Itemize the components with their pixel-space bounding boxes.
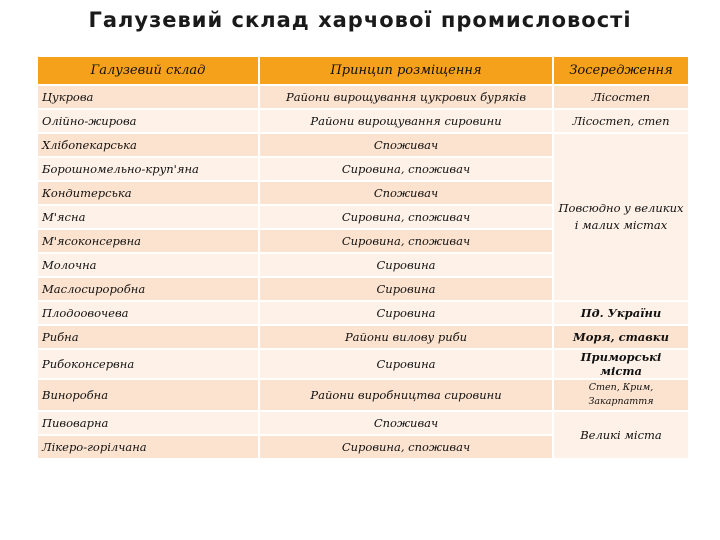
principle-cell: Сировина [259, 301, 553, 325]
table-row [37, 85, 689, 109]
branch-cell: Рибоконсервна [37, 349, 259, 379]
branch-cell: Олійно-жирова [37, 109, 259, 133]
branch-cell: Хлібопекарська [37, 133, 259, 157]
principle-cell: Райони вирощування сировини [259, 109, 553, 133]
principle-cell: Райони вилову риби [259, 325, 553, 349]
principle-cell: Сировина [259, 349, 553, 379]
concentration-cell: Моря, ставки [553, 325, 689, 349]
branch-cell: Маслосироробна [37, 277, 259, 301]
table-row [37, 325, 689, 349]
branch-cell: Кондитерська [37, 181, 259, 205]
page-title: Галузевий склад харчової промисловості [88, 8, 632, 32]
table-row [37, 411, 689, 435]
principle-cell: Сировина [259, 253, 553, 277]
branch-cell: Пивоварна [37, 411, 259, 435]
principle-cell: Споживач [259, 411, 553, 435]
branch-cell: Плодоовочева [37, 301, 259, 325]
concentration-cell: Пд. України [553, 301, 689, 325]
branch-cell: М'ясна [37, 205, 259, 229]
concentration-cell: Лісостеп, степ [553, 109, 689, 133]
table-row [37, 301, 689, 325]
principle-cell: Райони виробництва сировини [259, 379, 553, 411]
header-branch: Галузевий склад [37, 56, 259, 85]
header-principle: Принцип розміщення [259, 56, 553, 85]
branch-cell: Цукрова [37, 85, 259, 109]
principle-cell: Сировина, споживач [259, 205, 553, 229]
header-concentration: Зосередження [553, 56, 689, 85]
branch-cell: Молочна [37, 253, 259, 277]
branch-cell: Виноробна [37, 379, 259, 411]
principle-cell: Споживач [259, 133, 553, 157]
concentration-merged-cell: Великі міста [553, 411, 689, 459]
branch-cell: Борошномельно-круп'яна [37, 157, 259, 181]
table-row [37, 133, 689, 157]
concentration-cell: Степ, Крим, Закарпаття [553, 379, 689, 411]
concentration-cell: Приморські міста [553, 349, 689, 379]
industry-table [36, 55, 690, 460]
principle-cell: Сировина, споживач [259, 229, 553, 253]
principle-cell: Сировина, споживач [259, 435, 553, 459]
table-row [37, 379, 689, 411]
branch-cell: Рибна [37, 325, 259, 349]
concentration-cell: Лісостеп [553, 85, 689, 109]
table-row [37, 349, 689, 379]
table-header-row [37, 56, 689, 85]
table-row [37, 109, 689, 133]
branch-cell: Лікеро-горілчана [37, 435, 259, 459]
principle-cell: Сировина [259, 277, 553, 301]
concentration-merged-cell: Повсюдно у великих і малих містах [553, 133, 689, 301]
principle-cell: Райони вирощування цукрових буряків [259, 85, 553, 109]
principle-cell: Споживач [259, 181, 553, 205]
branch-cell: М'ясоконсервна [37, 229, 259, 253]
principle-cell: Сировина, споживач [259, 157, 553, 181]
